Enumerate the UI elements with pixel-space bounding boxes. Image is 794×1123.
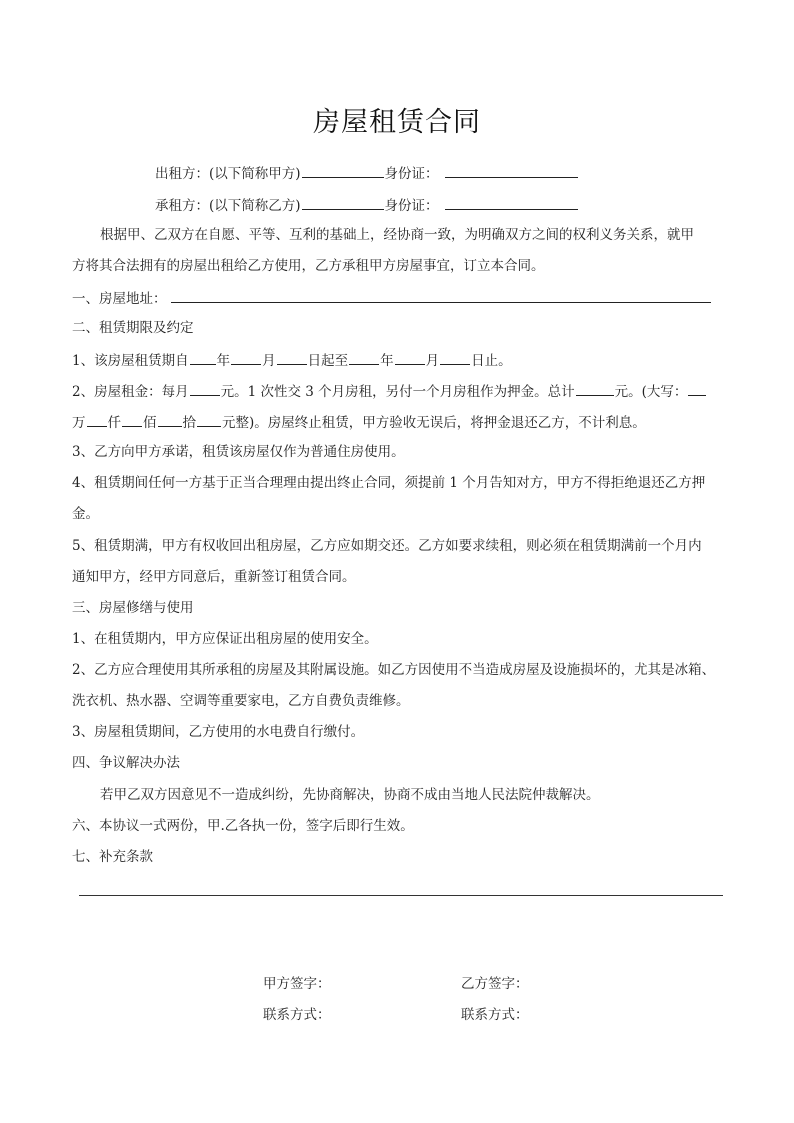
section1-address bbox=[72, 288, 712, 308]
clause3-3: 3、房屋租赁期间，乙方使用的水电费自行缴付。 bbox=[72, 724, 365, 740]
end-month-field[interactable] bbox=[395, 350, 425, 365]
day-to-label: 日止。 bbox=[471, 353, 512, 369]
clause2-1 bbox=[72, 350, 512, 370]
shi-label: 拾 bbox=[182, 415, 196, 431]
wan-label: 万 bbox=[72, 415, 86, 431]
year-label: 年 bbox=[216, 353, 231, 369]
lessor-line bbox=[155, 163, 579, 183]
clause2-5-line2: 通知甲方，经甲方同意后，重新签订租赁合同。 bbox=[72, 569, 356, 585]
year-label-2: 年 bbox=[380, 353, 394, 369]
end-year-field[interactable] bbox=[349, 350, 379, 365]
shi-field[interactable] bbox=[158, 412, 182, 427]
supplementary-terms-field[interactable] bbox=[79, 895, 723, 896]
lessee-label: 承租方：(以下简称乙方) bbox=[155, 198, 301, 214]
party-b-contact-label: 联系方式： bbox=[461, 1007, 529, 1023]
clause2-2-line2 bbox=[72, 412, 646, 432]
section6-text: 六、本协议一式两份，甲.乙各执一份，签字后即行生效。 bbox=[72, 818, 414, 834]
party-b-signature-label: 乙方签字： bbox=[461, 976, 529, 992]
clause2-5-line1: 5、租赁期满，甲方有权收回出租房屋，乙方应如期交还。乙方如要求续租，则必须在租赁期满前一个月内 bbox=[72, 538, 702, 554]
bai-field[interactable] bbox=[122, 412, 142, 427]
yuan-field[interactable] bbox=[197, 412, 221, 427]
end-day-field[interactable] bbox=[440, 350, 470, 365]
address-label: 一、房屋地址： bbox=[72, 291, 167, 307]
qian-label: 仟 bbox=[107, 415, 121, 431]
lessee-name-field[interactable] bbox=[302, 195, 384, 210]
uppercase-label: 元。(大写： bbox=[614, 384, 688, 400]
lessor-name-field[interactable] bbox=[302, 163, 384, 178]
party-a-contact-label: 联系方式： bbox=[263, 1007, 331, 1023]
rent-label: 2、房屋租金：每月 bbox=[72, 384, 189, 400]
start-day-field[interactable] bbox=[277, 350, 307, 365]
clause3-1: 1、在租赁期内，甲方应保证出租房屋的使用安全。 bbox=[72, 631, 378, 647]
clause3-2-line1: 2、乙方应合理使用其所承租的房屋及其附属设施。如乙方因使用不当造成房屋及设施损坏的，尤其是冰箱、 bbox=[72, 662, 716, 678]
lessor-label: 出租方：(以下简称甲方) bbox=[155, 166, 301, 182]
qian-field[interactable] bbox=[87, 412, 107, 427]
clause2-2-line1 bbox=[72, 381, 707, 401]
clause2-4-line1: 4、租赁期间任何一方基于正当合理理由提出终止合同，须提前 1 个月告知对方，甲方不得拒绝退还乙方押 bbox=[72, 475, 706, 491]
lessee-id-label: 身份证： bbox=[384, 198, 439, 214]
intro-line-1: 根据甲、乙双方在自愿、平等、互利的基础上，经协商一致，为明确双方之间的权利义务关系，就甲 bbox=[100, 227, 694, 243]
start-month-field[interactable] bbox=[231, 350, 261, 365]
clause2-4-line2: 金。 bbox=[72, 506, 99, 522]
clause3-2-line2: 洗衣机、热水器、空调等重要家电，乙方自费负责维修。 bbox=[72, 693, 410, 709]
lessee-line bbox=[155, 195, 579, 215]
total-amount-field[interactable] bbox=[576, 381, 614, 396]
deposit-terms-text: 元整)。房屋终止租赁，甲方验收无误后，将押金退还乙方，不计利息。 bbox=[222, 415, 646, 431]
section4-heading: 四、争议解决办法 bbox=[72, 755, 180, 771]
bai-label: 佰 bbox=[143, 415, 157, 431]
party-a-signature-label: 甲方签字： bbox=[263, 976, 331, 992]
clause2-3: 3、乙方向甲方承诺，租赁该房屋仅作为普通住房使用。 bbox=[72, 444, 405, 460]
start-year-field[interactable] bbox=[190, 350, 216, 365]
intro-line-2: 方将其合法拥有的房屋出租给乙方使用，乙方承租甲方房屋事宜，订立本合同。 bbox=[72, 258, 545, 274]
day-from-label: 日起至 bbox=[307, 353, 349, 369]
monthly-rent-field[interactable] bbox=[190, 381, 220, 396]
lessee-id-field[interactable] bbox=[445, 195, 578, 210]
section7-heading: 七、补充条款 bbox=[72, 849, 153, 865]
section2-heading: 二、租赁期限及约定 bbox=[72, 320, 194, 336]
document-title: 房屋租赁合同 bbox=[313, 107, 481, 138]
month-label: 月 bbox=[262, 353, 276, 369]
month-label-2: 月 bbox=[425, 353, 440, 369]
rent-terms-text: 元。1 次性交 3 个月房租，另付一个月房租作为押金。总计 bbox=[220, 384, 575, 400]
section4-body: 若甲乙双方因意见不一造成纠纷，先协商解决，协商不成由当地人民法院仲裁解决。 bbox=[100, 787, 600, 803]
lessor-id-field[interactable] bbox=[445, 163, 578, 178]
address-field[interactable] bbox=[171, 288, 711, 303]
lessor-id-label: 身份证： bbox=[384, 166, 439, 182]
uppercase-prefix-field[interactable] bbox=[688, 381, 706, 396]
lease-term-label: 1、该房屋租赁期自 bbox=[72, 353, 189, 369]
section3-heading: 三、房屋修缮与使用 bbox=[72, 600, 194, 616]
